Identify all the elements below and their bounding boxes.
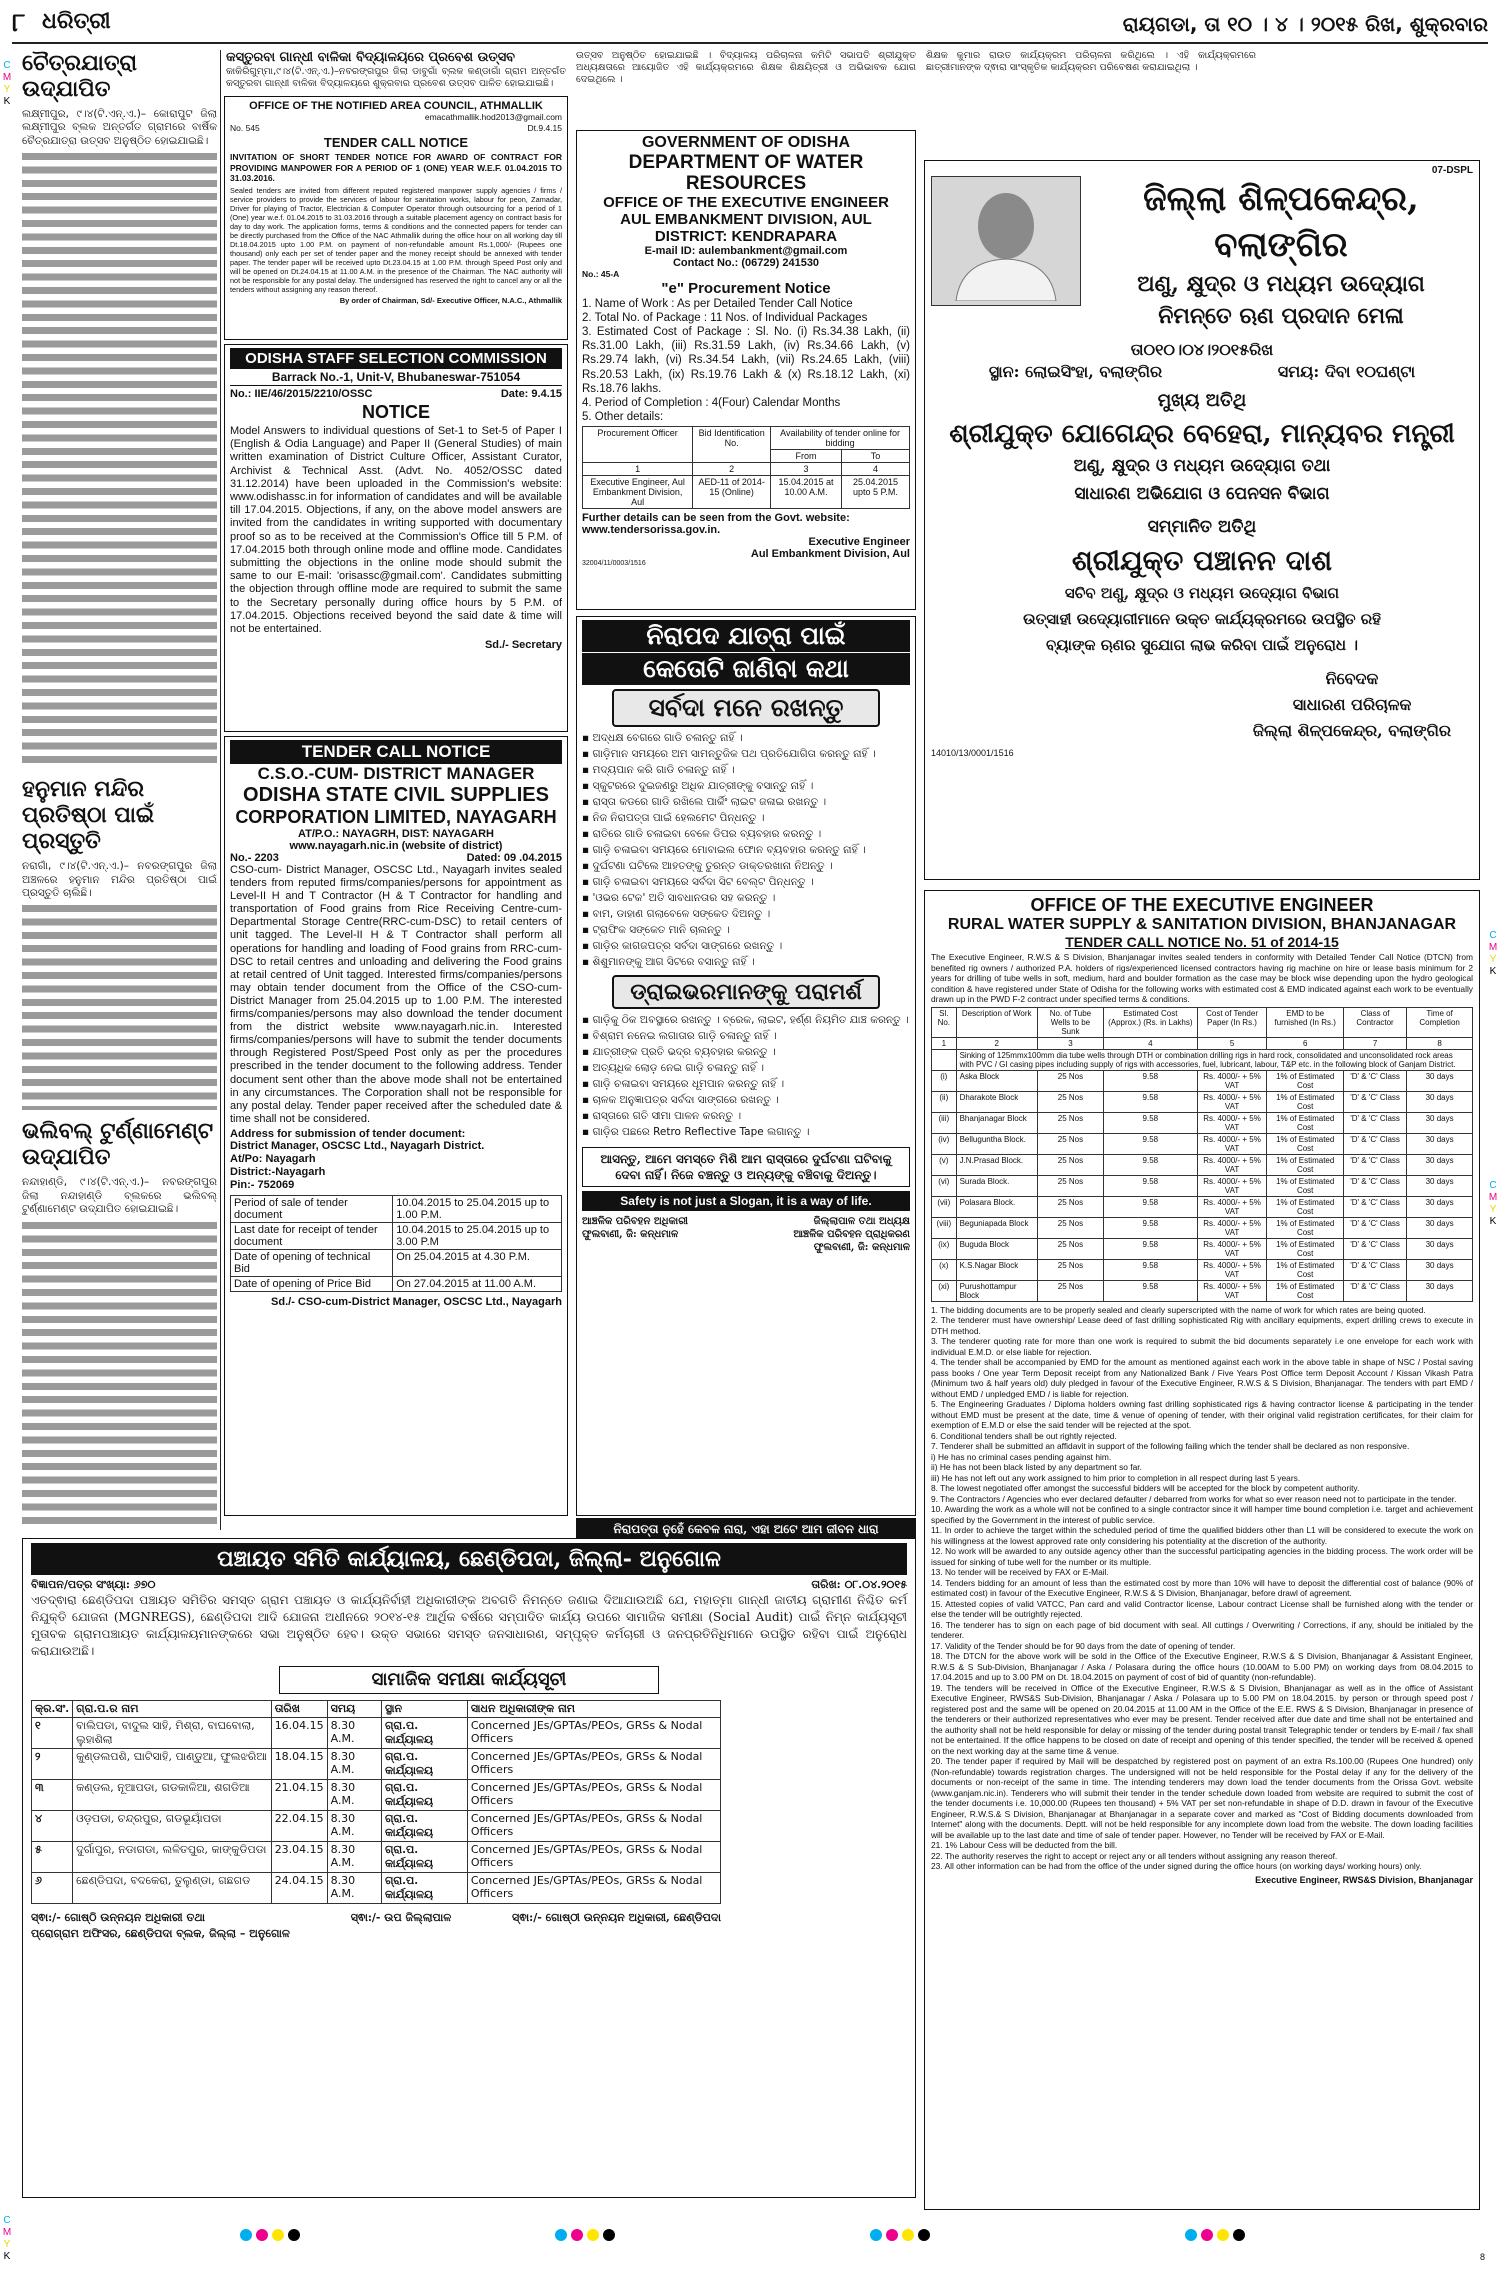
top-story-continued-2: ଶିକ୍ଷକ କୁମାର ରାଉତ କାର୍ଯ୍ୟକ୍ରମ ପରିଚାଳନା କରିଥିଲେ । ଏହି କାର୍ଯ୍ୟକ୍ରମରେ ଛାତ୍ରୀମାନଙ୍କ ଦ୍ଵାରା ସାଂସ୍କୃତିକ କାର୍ଯ୍ୟକ୍ରମ ପରିବେଷଣ କରାଯାଇଥିଲା । [926,50,1256,73]
dic-guest-post: ସଚିବ ଅଣୁ, କ୍ଷୁଦ୍ର ଓ ମଧ୍ୟମ ଉଦ୍ୟୋଗ ବିଭାଗ [1064,584,1340,602]
dic-sign-3: ଜିଲ୍ଲା ଶିଳ୍ପକେନ୍ଦ୍ର, ବଲାଙ୍ଗିର [1252,721,1452,740]
top-story [226,50,566,94]
dowr-number: No.: 45-A [582,269,620,279]
rws-table-row: (v) J.N.Prasad Block. 25 Nos 9.58 Rs. 4000/- + 5% VAT 1% of Estimated Cost 'D' & 'C' Class 30 days [932,1154,1473,1175]
rws-conditions [931,1305,1473,1872]
top-story-headline: କସ୍ତୁରବା ଗାନ୍ଧୀ ବାଳିକା ବିଦ୍ୟାଳୟରେ ପ୍ରବେଶ ଉତ୍ସବ [226,50,516,65]
dic-title: ଜିଲ୍ଲା ଶିଳ୍ପକେନ୍ଦ୍ର, ବଲାଙ୍ଗିର [1143,179,1419,265]
dic-guest-label: ସମ୍ମାନିତ ଅତିଥି [1147,517,1257,537]
dowr-email: E-mail ID: aulembankment@gmail.com [644,245,848,257]
nac-signature: By order of Chairman, Sd/- Executive Officer, N.A.C., Athmallik [339,295,562,305]
nac-heading: TENDER CALL NOTICE [323,135,469,150]
rws-condition: 11. In order to achieve the target within the scheduled period of time the qualified bidders other than L1 will be considered to execute the work on his willingness at the lowest approved rate only considering his potentiality at the discretion of the authority. [931,1525,1473,1546]
dowr-district: DISTRICT: KENDRAPARA [654,228,838,245]
rws-condition: 7. Tenderer shall be submitted an affidavit in support of the following failing which the tender shall be declared as non responsive. [931,1441,1410,1452]
safety-signatures: ଆଞ୍ଚଳିକ ପରିବହନ ଅଧିକାରୀ ଫୁଲବାଣୀ, ଜି: କନ୍ଧମାଳ ଜିଲ୍ଲାପାଳ ତଥା ଅଧ୍ୟକ୍ଷ ଆଞ୍ଚଳିକ ପରିବହନ ପ୍ରାଧିକରଣ ଫୁଲବାଣୀ, ଜି: କନ୍ଧମାଳ [582,1216,910,1253]
dic-sub-2: ନିମନ୍ତେ ଋଣ ପ୍ରଦାନ ମେଳା [1158,303,1404,329]
story-1-body [22,148,217,768]
rws-table-row: (xi) Purushottampur Block 25 Nos 9.58 Rs. 4000/- + 5% VAT 1% of Estimated Cost 'D' & 'C' Class 30 days [932,1280,1473,1301]
social-audit-table [31,1700,721,1904]
page-header [12,6,1488,44]
rws-condition: 23. All other information can be had from the office of the under signed during the office hours (on working days/ working hours) only. [931,1861,1422,1872]
rws-division: RURAL WATER SUPPLY & SANITATION DIVISION, BHANJANAGAR [947,916,1457,933]
rws-condition: 19. The tenders will be received in Office of the Executive Engineer, R.W.S & S Division, Bhanjanagar as well as in the office of Assistant Executive Engineer, RWS&S Sub-Division, Bhanjanagar / Aska / Polasara up to 5.00 PM on 18.04.2015. by person or through speed post / registered post and the same will be opened on 20.04.2015 at 11.00 AM in the Office of the E.E. RWS & S Division, Bhanjanagar in presence of the tenderers or their authorized representatives who ever may be present. Tender received after due date and time shall not be entertained and the authority shall not be held responsible for delay or missing of the tender during postal transit Telegraphic tender or tenders by E-mail / fax shall not be entertained. If the office happens to be closed on date of receipt and opening of this tender specified, the tender will be received & opened on the next working day at the same time & venue. [931,1682,1473,1756]
oscsc-address: AT/P.O.: NAYAGRH, DIST: NAYAGARH [297,828,494,840]
ossc-notice [224,344,568,732]
dic-code: 14010/13/0001/1516 [931,748,1014,758]
rws-intro: The Executive Engineer, R.W.S & S Division, Bhanjanagar invites sealed tenders in conformity with Detailed Tender Call Notice (DTCN) from benefited rig owners / authorized P.A. holders of rigs/experienced licensed contractors having rig machine on hire or lease basis minimum for 2 years for drilling of tube wells in soft, medium, hard and boulder formation as the case may be block wise depending upon the hydro geological condition & have registered under State of Odisha for the following works with estimated cost & EMD indicated against each work to be eventually drawn up in the PWD F-2 contract under specified terms & conditions. [931,952,1473,1005]
rws-heading: TENDER CALL NOTICE No. 51 of 2014-15 [1065,934,1339,950]
dic-chief-dept-2: ସାଧାରଣ ଅଭିଯୋଗ ଓ ପେନସନ ବିଭାଗ [1074,484,1330,504]
safety-list-2: ▪ ଗାଡ଼ିକୁ ଠିକ ଅବସ୍ଥାରେ ରଖନ୍ତୁ । ବ୍ରେକ, ଲାଇଟ, ହର୍ଣ୍ଣ ନିୟମିତ ଯାଞ୍ଚ କରନ୍ତୁ । ▪ ବିଶ୍ରାମ ନନେଇ ଲଗାତାର ଗାଡ଼ି ଚଳାନ୍ତୁ ନାହିଁ । ▪ ଯାତ୍ରୀଙ୍କ ପ୍ରତି ଭଦ୍ର ବ୍ୟବହାର କରନ୍ତୁ । ▪ ଅତ୍ୟଧିକ ଲୋଡ଼ ନେଇ ଗାଡ଼ି ଚଳାନ୍ତୁ ନାହିଁ । ▪ ଗାଡ଼ି ଚଳାଇବା ସମୟରେ ଧୂମପାନ କରନ୍ତୁ ନାହିଁ । ▪ ଚାଳକ ଅନୁଜ୍ଞାପତ୍ର ସର୍ବଦା ସାଙ୍ଗରେ ରଖନ୍ତୁ । ▪ ରାସ୍ତାରେ ଗତି ସୀମା ପାଳନ କରନ୍ତୁ । ▪ ଗାଡ଼ିର ପଛରେ Retro Reflective Tape ଲଗାନ୍ତୁ । [582,1013,910,1141]
panchayat-title: ପଞ୍ଚାୟତ ସମିତି କାର୍ଯ୍ୟାଳୟ, ଛେଣ୍ଡିପଦା, ଜିଲ୍ଲା- ଅନୁଗୋଳ [31,1543,907,1575]
oscsc-body: CSO-cum- District Manager, OSCSC Ltd., Nayagarh invites sealed tenders from reputed firms/companies/persons for appointment as Level-II H and T Contractor (H & T Contractor for handling and transportation of Food grains from Rice Receiving Centre-cum-Departmental Storage Centre(RRC-cum-DSC) to retail centers of unit tagged. The Level-II H & T Contractor shall perform all operations for handling and loading of Food grains from RRC-cum-DSC to retail centres and unloading and delivering the Food grains at retail centred of Unit tagged. Interested firms/companies/persons may obtain tender document from the Office of the CSO-cum- District Manager from 25.04.2015 up to 1.00 P.M. The interested firms/companies/persons may also download the tender document from the district website www.nayagarh.nic.in. Interested firms/companies/persons will have to submit the tender documents through Registered Post/Speed Post only as per the procedures prescribed in the tender document to the following address. Tender document sent other than the above mode shall not be entertained in any circumstances. The Corporation shall not be responsible for any postal delay. Tender paper received after the scheduled date & time shall not be considered. [230,864,562,1125]
dowr-sign-2: Aul Embankment Division, Aul [750,548,910,561]
dic-sub-1: ଅଣୁ, କ୍ଷୁଦ୍ର ଓ ମଧ୍ୟମ ଉଦ୍ୟୋଗ [1137,271,1425,297]
ossc-title: ODISHA STAFF SELECTION COMMISSION [230,348,562,369]
dowr-heading: "e" Procurement Notice [661,279,831,297]
oscsc-signature: Sd./- CSO-cum-District Manager, OSCSC Ltd., Nayagarh [271,1295,562,1308]
ossc-date: Date: 9.4.15 [500,388,562,400]
safety-slogan-english: Safety is not just a Slogan, it is a way of life. [582,1191,910,1211]
rws-condition: 4. The tender shall be accompanied by EMD for the amount as mentioned against each work in the above table in shape of NSC / Postal saving pass books / One year Term Deposit receipt from any Nationalized Bank / Five Years Post Office term Deposit Account / Kissan Vikash Patra (Minimum two & half years old) duly pledged in favour of the Executive Engineer, R.W.S & S Division, Bhanjanagar. The tenders with part EMD / without EMD / unpledged EMD / is liable for rejection. [931,1357,1473,1399]
rws-condition: i) He has no criminal cases pending against him. [931,1451,1112,1462]
dic-sign-1: ନିବେଦକ [1325,669,1379,688]
rws-signature: Executive Engineer, RWS&S Division, Bhanjanagar [1255,1874,1473,1885]
story-2-lead: ନରାଗାଁ, ୯।୪(ଟି.ଏନ୍.ଏ.)– ନବରଙ୍ଗପୁର ଜିଲା ଅଞ୍ଚଳରେ ହନୁମାନ ମନ୍ଦିର ପ୍ରତିଷ୍ଠା ପାଇଁ ପ୍ରସ୍ତୁତି ଚାଲିଛି। [22,860,217,900]
paper-logo: ଧରିତ୍ରୀ [42,8,111,34]
rws-condition: 6. Conditional tenders shall be out rightly rejected. [931,1430,1117,1441]
oscsc-number: No.- 2203 [230,852,279,864]
social-audit-row: ୩ କଣ୍ଡଲ, ନୂଆପଡା, ଗଡକାଳିଆ, ଶଗଡିଆ 21.04.15 8.30 A.M. ଗ୍ରା.ପ. କାର୍ଯ୍ୟାଳୟ Concerned JEs/GPTAs/PEOs, GRSs & Nodal Officers [32,1780,721,1811]
oscsc-schedule-table: Period of sale of tender document 10.04.2015 to 25.04.2015 up to 1.00 P.M. Last date for receipt of tender document 10.04.2015 to 25.04.2015 up to 3.00 P.M Date of opening of technical Bid On 25.04.2015 at 4.30 P.M. Date of opening of Price Bid On 27.04.2015 at 11.00 A.M. [230,1195,562,1292]
social-audit-row: ୬ ଛେଣ୍ଡିପଦା, ବଦକେରା, ତୁଲୁଣ୍ଡା, ଗଛଗଡ 24.04.15 8.30 A.M. ଗ୍ରା.ପ. କାର୍ଯ୍ୟାଳୟ Concerned JEs/GPTAs/PEOs, GRSs & Nodal Officers [32,1873,721,1904]
rws-condition: 2. The tenderer must have ownership/ Lease deed of fast drilling sophisticated Rig with ancillary equipments, expert drilling crews to execute in DTH method. [931,1315,1473,1336]
rws-condition: 22. The authority reserves the right to accept or reject any or all tenders without assigning any reason thereof. [931,1850,1338,1861]
oscsc-website: www.nayagarh.nic.in (website of district) [289,840,503,852]
rws-table-row: (iv) Belluguntha Block. 25 Nos 9.58 Rs. 4000/- + 5% VAT 1% of Estimated Cost 'D' & 'C' Class 30 days [932,1133,1473,1154]
dic-loan-mela-notice [924,160,1480,880]
dic-guest-name: ଶ୍ରୀଯୁକ୍ତ ପଞ୍ଚାନନ ଦାଶ [1071,544,1333,577]
social-audit-row: ୪ ଓଡ଼ପଡା, ଚନ୍ଦ୍ରପୁର, ଗଡଭୂୟାଁପଡା 22.04.15 8.30 A.M. ଗ୍ରା.ପ. କାର୍ଯ୍ୟାଳୟ Concerned JEs/GPTAs/PEOs, GRSs & Nodal Officers [32,1811,721,1842]
panchayat-signatures: ସ୍ଵା:/- ଗୋଷ୍ଠି ଉନ୍ନୟନ ଅଧିକାରୀ ତଥା ପ୍ରୋଗ୍ରାମ ଅଫିସର, ଛେଣ୍ଡିପଦା ବ୍ଲକ, ଜିଲ୍ଲା – ଅନୁଗୋଳ ସ୍ଵା:/- ଉପ ଜିଲ୍ଲାପାଳ ସ୍ଵା:/- ଗୋଷ୍ଠୀ ଉନ୍ନୟନ ଅଧିକାରୀ, ଛେଣ୍ଡିପଦା [31,1911,721,1940]
dic-venue: ସ୍ଥାନ: ଲୋଇସିଂହା, ବଲାଙ୍ଗିର [988,362,1163,381]
panchayat-date: ତାରିଖ: ୦୮.୦୪.୨୦୧୫ [811,1578,907,1591]
rws-table-row: (ix) Buguda Block 25 Nos 9.58 Rs. 4000/- + 5% VAT 1% of Estimated Cost 'D' & 'C' Class 30 days [932,1238,1473,1259]
social-audit-header: କ୍ର.ସଂ. ଗ୍ରା.ପ.ର ନାମ ତାରିଖ ସମୟ ସ୍ଥାନ ସାଧନ ଅଧିକାରୀଙ୍କ ନାମ [32,1701,721,1718]
rws-condition: 8. The lowest negotiated offer amongst the successful bidders will be accepted for the block by competent authority. [931,1483,1360,1494]
rws-condition: 18. The DTCN for the above work will be sold in the Office of the Executive Engineer, R.W.S & S Division, Bhanjanagar & Assistant Engineer, R.W.S & S Sub-Division, Bhanjanagar / Aska / Polasara during the office hours (10.00AM to 5.00 PM) on working days from 08.04.2015 to 17.04.2015 and up to 3.00 PM on Dt. 18.04.2015 on payment of cost of bid of quantity (non-refundable). [931,1651,1473,1683]
minister-photo-icon [951,181,1061,301]
oscsc-address-lines: District Manager, OSCSC Ltd., Nayagarh District. At/Po: Nayagarh District:-Nayagarh Pin:- 752069 [230,1139,485,1191]
road-safety-notice [576,616,916,1516]
rws-condition: 16. The tenderer has to sign on each page of bid document with seal. All cuttings / Overwriting / Corrections, if any, should be initialed by the tenderer. [931,1619,1473,1641]
safety-slogan-odia: ଆସନ୍ତୁ, ଆମେ ସମସ୍ତେ ମିଶି ଆମ ରାସ୍ତାରେ ଦୁର୍ଘଟଣା ଘଟିବାକୁ ଦେବା ନାହିଁ। ନିଜେ ବଞ୍ଚନ୍ତୁ ଓ ଅନ୍ୟଙ୍କୁ ବଞ୍ଚିବାକୁ ଦିଅନ୍ତୁ। [582,1147,910,1187]
dowr-gov: GOVERNMENT OF ODISHA [641,134,850,151]
rws-condition: 15. Attested copies of valid VATCC, Pan card and valid Contractor license, Labour contract License shall be furnished along with the tender or else the tender will be outrightly rejected. [931,1598,1473,1620]
rws-table-row: (ii) Dharakote Block 25 Nos 9.58 Rs. 4000/- + 5% VAT 1% of Estimated Cost 'D' & 'C' Class 30 days [932,1091,1473,1112]
panchayat-body: ଏତଦ୍ଵାରା ଛେଣ୍ଡିପଦା ପଞ୍ଚାୟତ ସମିତିର ସମସ୍ତ ଗ୍ରାମ ପଞ୍ଚାୟତ ଓ କାର୍ଯ୍ୟନିର୍ବାହୀ ଅଧିକାରୀଙ୍କ ଅବଗତି ନିମନ୍ତେ ଜଣାଇ ଦିଆଯାଉଅଛି ଯେ, ମହାତ୍ମା ଗାନ୍ଧୀ ଜାତୀୟ ଗ୍ରାମୀଣ ନିଶ୍ଚିତ କର୍ମ ନିଯୁକ୍ତି ଯୋଜନା (MGNREGS), ଛେଣ୍ଡିପଦା ଆଦି ଯୋଜନା ଅଧୀନରେ ୨୦୧୪-୧୫ ଆର୍ଥିକ ବର୍ଷରେ ସମ୍ପାଦିତ କାର୍ଯ୍ୟ ଉପରେ ସାମାଜିକ ସମୀକ୍ଷା (Social Audit) ପାଇଁ ନିମ୍ନ କାର୍ଯ୍ୟସୂଚୀ ମୁତାବକ ଗ୍ରାମପଞ୍ଚାୟତ କାର୍ଯ୍ୟାଳୟମାନଙ୍କରେ ସଭା ଅନୁଷ୍ଠିତ ହେବ। ଉକ୍ତ ସଭାରେ ସମସ୍ତ ଜନସାଧାରଣ, ସମ୍ପୃକ୍ତ କର୍ମଚାରୀ ଓ ଜନପ୍ରତିନିଧିମାନେ ଉପସ୍ଥିତ ରହିବା ପାଇଁ ଅନୁରୋଧ କରାଯାଉଅଛି। [31,1593,907,1658]
dowr-division: AUL EMBANKMENT DIVISION, AUL [620,211,872,228]
column-1 [22,50,217,1530]
story-3-headline: ଭଲିବଲ୍ ଟୁର୍ଣ୍ଣାମେଣ୍ଟ ଉଦ୍ଯାପିତ [22,1118,214,1171]
rws-condition: 3. The tenderer quoting rate for more than one work is required to submit the bid documents separately i.e one envelope for each work with individual E.M.D. or else liable for rejection. [931,1336,1473,1357]
rws-tender-notice [924,890,1480,2210]
rws-condition: iii) He has not left out any work assigned to him prior to completion in all respect during last 5 years. [931,1472,1301,1483]
nac-email: emacathmallik.hod2013@gmail.com [424,112,562,122]
nac-number: No. 545 [230,122,260,133]
dic-chief-label: ମୁଖ୍ୟ ଅତିଥି [1157,390,1247,411]
print-color-bar [120,2220,1380,2250]
dowr-details-table: Procurement Officer Bid Identification No. Availability of tender online for bidding From To 1 2 3 4 Executive Engineer, Aul Embankment Division, Aul AED-11 of 2014-15 (Online) 15.04.2015 at 10.00 A.M. 25.04.2015 upto 5 P.M. [582,426,910,509]
rws-condition: ii) He has not been black listed by any department so far. [931,1462,1142,1473]
rws-table-row: (i) Aska Block 25 Nos 9.58 Rs. 4000/- + 5% VAT 1% of Estimated Cost 'D' & 'C' Class 30 days [932,1070,1473,1091]
dowr-procurement-notice [576,130,916,610]
color-dots-icon [553,2227,633,2243]
rws-table-row: (x) K.S.Nagar Block 25 Nos 9.58 Rs. 4000/- + 5% VAT 1% of Estimated Cost 'D' & 'C' Class 30 days [932,1259,1473,1280]
story-3-body [22,1217,217,1530]
oscsc-title-3: CORPORATION LIMITED, NAYAGARH [235,807,557,827]
dowr-code: 32004/11/0003/1516 [582,560,646,568]
dowr-office: OFFICE OF THE EXECUTIVE ENGINEER [603,194,889,211]
panchayat-number: ବିଜ୍ଞାପନ/ପତ୍ର ସଂଖ୍ୟା: ୬୭୦ [31,1578,156,1591]
rws-condition: 17. Validity of the Tender should be for 90 days from the date of opening of tender. [931,1640,1236,1651]
nac-tender-notice [224,96,568,340]
color-dots-icon [238,2227,318,2243]
rws-table-row: (vi) Surada Block. 25 Nos 9.58 Rs. 4000/- + 5% VAT 1% of Estimated Cost 'D' & 'C' Class 30 days [932,1175,1473,1196]
rws-condition: 20. The tender paper if required by Mail will be despatched by registered post on payment of an extra Rs.100.00 (Rupees One hundred) only (Non-refundable) towards registration charges. The undersigned will not be held responsible for the Postal delay if any for the delivery of the documents or non-receipt of the same in time. The intending tenderers may down load the tender documents from the Orissa Govt. website (www.ganjam.nic.in). Tenderers who will submit their tender in the tender schedule down loaded from website are required to submit the cost of the tender documents i.e. 10,000.00 (Rupees ten thousand) + 5% VAT per set non-refundable in shape of D.D. drawn in favour of the Executive Engineer, R.W.S.& S Division, Bhanjanagar at Bhanjanagar in a separate cover and marked as "Cost of Bidding documents downloaded from Internet" along with the documents. Deptt. will not be held responsible for any incomplete down load from the website. The down loading facilities will be available up to the last date and time of sale of tender paper. However, no Tender will be received by FAX or E-Mail. [931,1756,1473,1840]
rws-table-row: (viii) Beguniapada Block 25 Nos 9.58 Rs. 4000/- + 5% VAT 1% of Estimated Cost 'D' & 'C' Class 30 days [932,1217,1473,1238]
registration-marks-left: C M Y K [2,60,12,107]
rws-condition: 1. The bidding documents are to be properly sealed and clearly superscripted with the name of work for which rates are being quoted. [931,1304,1426,1315]
social-audit-row: ୧ ବାଲିପଡା, ବାଦୁଲ ସାହି, ମିଶ୍ରା, ବାଘବୋଲା, ଲୁହାଶିଲା 16.04.15 8.30 A.M. ଗ୍ରା.ପ. କାର୍ଯ୍ୟାଳୟ Concerned JEs/GPTAs/PEOs, GRSs & Nodal Officers [32,1718,721,1749]
oscsc-date: Dated: 09 .04.2015 [466,852,562,864]
story-3-lead: ନନ୍ଦାହାଣ୍ଡି, ୯।୪(ଟି.ଏନ୍.ଏ.)– ନବରଙ୍ଗପୁର ଜିଲା ନନ୍ଦାହାଣ୍ଡି ବ୍ଲକରେ ଭଲିବଲ୍ ଟୁର୍ଣ୍ଣାମେଣ୍ଟ ଉଦ୍ଯାପିତ ହୋଇଯାଇଛି। [22,1176,217,1216]
story-1-lead: ଲକ୍ଷ୍ମୀପୁର, ୯।୪(ଟି.ଏନ୍.ଏ.)– କୋରାପୁଟ ଜିଲା ଲକ୍ଷ୍ମୀପୁର ବ୍ଲକ ଅନ୍ତର୍ଗତ ଗ୍ରାମରେ ବାର୍ଷିକ ଚୈତ୍ରଯାତ୍ରା ଉତ୍ସବ ଅନୁଷ୍ଠିତ ହୋଇଯାଇଛି। [22,108,217,147]
dic-chief-name: ଶ୍ରୀଯୁକ୍ତ ଯୋଗେନ୍ଦ୍ର ବେହେରା, ମାନ୍ୟବର ମନ୍ତ୍ରୀ [949,419,1455,449]
ossc-body: Model Answers to individual questions of Set-1 to Set-5 of Paper I (English & Odia Language) and Paper II (General Studies) of main written examination of District Culture Officer, Assistant Curator, Archivist & Technical Asst. (Advt. No. 4052/OSSC dated 31.12.2014) have been uploaded in the Commission's website: www.odishassc.in for information of candidates and will be available till 17.04.2015. Objections, if any, on the above model answers are invited from the candidates in writing supported with documentary proof so as to be received at the Commission's Office till 5 P.M. of 17.04.2015 both through online mode and offline mode. Candidates submitting the objections in the online mode should submit the same to our E-mail: 'orisassc@gmail.com'. Candidates submitting the objection through offline mode are required to submit the same to the Secretary personally during office hours by 5 P.M. of 17.04.2015. Objections received beyond the said date & time will not be entertained. [230,425,562,636]
safety-list-1: ▪ ଅଦ୍ଧକ୍ଷ ବେଗରେ ଗାଡି ଚଳାନ୍ତୁ ନାହିଁ । ▪ ଗାଡ଼ିମାନ ସମୟରେ ଅମ ସାମନ୍ତୁଜିକ ପଥ ପ୍ରତିଯୋଗିତା କରନ୍ତୁ ନାହିଁ । ▪ ମଦ୍ୟପାନ କରି ଗାଡି ଚଳାନ୍ତୁ ନାହିଁ । ▪ ସ୍କୁଟରରେ ଦୁଇଜଣରୁ ଅଧିକ ଯାତ୍ରୀଙ୍କୁ ବସାନ୍ତୁ ନାହିଁ । ▪ ରାସ୍ତା କଡରେ ଗାଡି ରଖିଲେ ପାର୍କିଂ ଲାଇଟ ଜଳାଇ ରଖନ୍ତୁ । ▪ ନିଜ ନିରାପତ୍ତା ପାଇଁ ହେଲମେଟ ପିନ୍ଧନ୍ତୁ । ▪ ରାତିରେ ଗାଡି ଚଳାଇବା ବେଳେ ଡିପର ବ୍ୟବହାର କରନ୍ତୁ । ▪ ଗାଡ଼ି ଚଳାଇବା ସମୟରେ ମୋବାଇଲ ଫୋନ ବ୍ୟବହାର କରନ୍ତୁ ନାହିଁ । ▪ ଦୁର୍ଘଟଣା ଘଟିଲେ ଆହତଙ୍କୁ ତୁରନ୍ତ ଡାକ୍ତରଖାନା ନିଅନ୍ତୁ । ▪ ଗାଡ଼ି ଚଳାଇବା ସମୟରେ ସର୍ବଦା ସିଟ ବେଲ୍ଟ ପିନ୍ଧନ୍ତୁ । ▪ 'ଓଭର ଟେକ' ଅତି ସାବଧାନତାର ସହ କରନ୍ତୁ । ▪ ବାମ, ଡାହାଣ ଗଲାବେଳେ ସଙ୍କେତ ଦିଅନ୍ତୁ । ▪ ଟ୍ରାଫିକ ସଙ୍କେତ ମାନି ଚାଲନ୍ତୁ । ▪ ଗାଡ଼ିର କାଗଜପତ୍ର ସର୍ବଦା ସାଙ୍ଗରେ ରଖନ୍ତୁ । ▪ ଶିଶୁମାନଙ୍କୁ ଆଗ ସିଟରେ ବସାନ୍ତୁ ନାହିଁ । [582,731,910,971]
rws-condition: 13. No tender will be received by FAX or E-Mail. [931,1567,1109,1578]
rws-table-header: Sl. No. Description of Work No. of Tube Wells to be Sunk Estimated Cost (Approx.) (Rs. in Lakhs) Cost of Tender Paper (In Rs.) EMD to be furnished (In Rs.) Class of Contractor Time of Completion [932,1007,1473,1037]
story-2-headline: ହନୁମାନ ମନ୍ଦିର ପ୍ରତିଷ୍ଠା ପାଇଁ ପ୍ରସ୍ତୁତି [22,776,155,855]
safety-bottom-banner: ନିରାପତ୍ତା ନୁହେଁ କେବଳ ନାରା, ଏହା ଅଟେ ଆମ ଜୀବନ ଧାରା [576,1518,916,1540]
rws-table-row: (vii) Polasara Block. 25 Nos 9.58 Rs. 4000/- + 5% VAT 1% of Estimated Cost 'D' & 'C' Class 30 days [932,1196,1473,1217]
color-dots-icon [1183,2227,1263,2243]
ossc-address: Barrack No.-1, Unit-V, Bhubaneswar-751054 [230,369,562,386]
ossc-heading: NOTICE [361,402,430,422]
rws-condition: 9. The Contractors / Agencies who ever declared defaulter / debarred from works for what so ever reason need not to participate in the tender. [931,1493,1457,1504]
oscsc-title-2: ODISHA STATE CIVIL SUPPLIES [243,784,549,806]
registration-marks-right: C M Y K [1488,930,1498,977]
dowr-footer: Further details can be seen from the Govt. website: www.tendersorissa.gov.in. [582,512,850,537]
safety-head-2: କେତୋଟି ଜାଣିବା କଥା [582,652,910,685]
oscsc-tender-notice [224,736,568,1516]
ossc-signature: Sd./- Secretary [484,639,562,652]
dateline: ରାୟଗଡା, ତା ୧୦ । ୪ । ୨୦୧୫ ରିଖ, ଶୁକ୍ରବାର [1122,12,1488,36]
nac-date: Dt.9.4.15 [527,122,562,133]
nac-body: Sealed tenders are invited from different reputed registered manpower supply agencies / firms / service providers to provide the services of labour for sanitation works, labour for peon, Zamadar, Driver for playing of Tractor, Electrician & Computer Operator through outsourcing for a period of 1 (One) year w.e.f. 01.04.2015 to 31.03.2016 through a suitable placement agency on contract basis for day to day work. The application forms, terms & conditions and the connected papers for tender can be directly purchased from the Office of the NAC Athmallik during the office hour on all working day till Dt.18.04.2015 upto 1.00 P.M. on payment of non-refundable amount Rs.1,000/- (Rupees one thousand) only each per set of tender paper and the money receipt should be annexed with tender paper. The tender paper will be received upto Dt.23.04.15 at 1.00 P.M. through Speed Post only and will be opened on Dt.24.04.15 at 11.00 A.M. in the presence of the Chairman. The NAC authority will not be responsible for any postal delay. The undersigned has reserved the right to cancel any or all the tenders without assigning any reason thereof. [230,185,562,294]
rws-condition: 12. No work will be awarded to any outside agency other than the successful participating agencies in the bidding process. The work order will be issued for sinking of tube well for the number or its multiple. [931,1546,1473,1567]
rws-condition: 21. 1% Labour Cess will be deducted from the bill. [931,1840,1118,1851]
rws-table-row: (iii) Bhanjanagar Block 25 Nos 9.58 Rs. 4000/- + 5% VAT 1% of Estimated Cost 'D' & 'C' Class 30 days [932,1112,1473,1133]
rws-condition: 5. The Engineering Graduates / Diploma holders owning fast drilling sophisticated rigs & having contractor license & participating in the tender without EMD must be present at the date, time & venue of opening of tender, with their original valid registration certificates, for their claim for exemption of E.M.D or else the said tender will be rejected at the spot. [931,1399,1473,1431]
oscsc-banner: TENDER CALL NOTICE [230,740,562,764]
safety-head-4: ଡ୍ରାଇଭରମାନଙ୍କୁ ପରାମର୍ଶ [612,975,880,1009]
story-2-body [22,900,217,1110]
top-story-lead: କାକିରିଗୁମ୍ମା,୯।୪(ଟି.ଏନ୍.ଏ.)–ନବରଙ୍ଗପୁର ଜିଲା ଡାବୁଗାଁ ବ୍ଲକ କଣ୍ଡାଗାଁ ଗ୍ରାମ ଅନ୍ତର୍ଗତ କସ୍ତୁରବା ଗାନ୍ଧୀ ବାଳିକା ବିଦ୍ୟାଳୟରେ ଶୁକ୍ରବାର ପ୍ରବେଶ ଉତ୍ସବ ପାଳିତ ହୋଇଯାଇଛି। [226,66,566,89]
social-audit-row: ୫ ଦୁର୍ଗାପୁର, ନଡାଗଡା, ଲଳିତପୁର, କାଙ୍କୁଡିପଡା 23.04.15 8.30 A.M. ଗ୍ରା.ପ. କାର୍ଯ୍ୟାଳୟ Concerned JEs/GPTAs/PEOs, GRSs & Nodal Officers [32,1842,721,1873]
story-1-headline: ଚୈତ୍ରଯାତ୍ରା ଉଦ୍ଯାପିତ [22,50,137,102]
registration-marks-left-bottom: C M Y K [2,2215,12,2262]
oscsc-title-1: C.S.O.-CUM- DISTRICT MANAGER [257,764,535,783]
page-number: ୮ [12,8,26,38]
dic-appeal-1: ଉତ୍ସାହୀ ଉଦ୍ୟୋଗୀମାନେ ଉକ୍ତ କାର୍ଯ୍ୟକ୍ରମରେ ଉପସ୍ଥିତ ରହି [1023,610,1381,628]
dic-date: ତା୦୧୦।୦୪।୨୦୧୫ରିଖ [1130,340,1274,359]
safety-head-1: ନିରାପଦ ଯାତ୍ରା ପାଇଁ [582,620,910,652]
rws-condition: 10. Awarding the work as a whole will not be confined to a single contractor since it will hamper time bound completion i.e. target and achievement specified by the Government in the interest of public service. [931,1504,1473,1525]
registration-marks-right-2: C M Y K [1488,1180,1498,1227]
dowr-sign-1: Executive Engineer [808,536,910,549]
dic-appeal-2: ବ୍ୟାଙ୍କ ଋଣର ସୁଯୋଗ ଲାଭ କରିବା ପାଇଁ ଅନୁରୋଧ । [1045,636,1359,654]
minister-photo [931,176,1081,306]
social-audit-row: ୨ କୁଣ୍ଡଲପଶି, ଘାଟିସାହି, ପାଣ୍ଡୁଆ, ଫୁଲଝରିଆ 18.04.15 8.30 A.M. ଗ୍ରା.ପ. କାର୍ଯ୍ୟାଳୟ Concerned JEs/GPTAs/PEOs, GRSs & Nodal Officers [32,1749,721,1780]
dic-chief-dept-1: ଅଣୁ, କ୍ଷୁଦ୍ର ଓ ମଧ୍ୟମ ଉଦ୍ୟୋଗ ତଥା [1073,456,1331,476]
nac-title: OFFICE OF THE NOTIFIED AREA COUNCIL, ATHMALLIK [249,100,543,112]
ossc-number: No.: IIE/46/2015/2210/OSSC [230,388,373,400]
nac-subhead: INVITATION OF SHORT TENDER NOTICE FOR AWARD OF CONTRACT FOR PROVIDING MANPOWER FOR A PERIOD OF 1 (ONE) YEAR W.E.F. 01.04.2015 TO 31.03.2016. [230,152,562,183]
dic-sign-2: ସାଧାରଣ ପରିଚାଳକ [1292,695,1412,714]
rws-office: OFFICE OF THE EXECUTIVE ENGINEER [1030,895,1374,915]
top-story-continued: ଉତ୍ସବ ଅନୁଷ୍ଠିତ ହୋଇଯାଇଛି । ବିଦ୍ୟାଳୟ ପରିଚାଳନା କମିଟି ସଭାପତି ଶ୍ରୀଯୁକ୍ତ ଅଧ୍ୟକ୍ଷତାରେ ଆୟୋଜିତ ଏହି କାର୍ଯ୍ୟକ୍ରମରେ ଶିକ୍ଷକ ଶିକ୍ଷୟିତ୍ରୀ ଓ ଅଭିଭାବକ ଯୋଗ ଦେଇଥିଲେ । [576,50,916,85]
rws-condition: 14. Tenders bidding for an amount of less than the estimated cost by more than 10% will have to deposit the differential cost of balance (90% of estimated cost) in favour of the Executive Engineer, R.W.S & S Division, Bhanjanagar, before drawl of agreement. [931,1577,1473,1599]
panchayat-table-title: ସାମାଜିକ ସମୀକ୍ଷା କାର୍ଯ୍ୟସୂଚୀ [279,1666,659,1694]
panchayat-social-audit-notice [22,1538,916,2198]
column-rule-1 [220,50,221,1530]
color-dots-icon [868,2227,948,2243]
dic-time: ସମୟ: ଦିବା ୧୦ଘଣ୍ଟା [1277,362,1416,381]
footer-page-number: 8 [1480,2252,1486,2262]
dowr-contact: Contact No.: (06729) 241530 [672,257,820,269]
oscsc-address-head: Address for submission of tender document: [230,1127,466,1140]
dowr-items: 1. Name of Work : As per Detailed Tender Call Notice 2. Total No. of Package : 11 Nos. of Individual Packages 3. Estimated Cost of Package : Sl. No. (i) Rs.34.38 Lakh, (ii) Rs.31.00 Lakh, (iii) Rs.31.59 Lakh, (iv) Rs.34.66 Lakh, (v) Rs.29.74 lakh, (vi) Rs.34.54 Lakh, (vii) Rs.24.65 Lakh, (viii) Rs.20.53 Lakh, (ix) Rs.19.76 Lakh & (x) Rs.18.12 Lakh, (xi) Rs.18.76 lakhs. 4. Period of Completion : 4(Four) Calendar Months 5. Other details: [582,297,910,424]
dic-code-top: 07-DSPL [1431,165,1473,176]
safety-head-3: ସର୍ବଦା ମନେ ରଖନ୍ତୁ [612,689,880,727]
rws-works-table: Sl. No. Description of Work No. of Tube Wells to be Sunk Estimated Cost (Approx.) (Rs. in Lakhs) Cost of Tender Paper (In Rs.) EMD to be furnished (In Rs.) Class of Contractor Time of Completion 1 2 3 4 5 6 7 8 Sinking of 125mmx100mm dia tube wells through DTH or combination drilling rigs in hard rock, consolidated and unconsolidated rock areas with PVC / GI casing pipes including supply of rigs with accessories, fuel, lubricant, labour, T&P etc. in the following block of Ganjam District. (i) Aska Block 25 Nos 9.58 Rs. 4000/- + 5% VAT 1% of Estimated Cost 'D' & 'C' Class 30 days (ii) Dharakote Block 25 Nos 9.58 Rs. 4000/- + 5% VAT 1% of Estimated Cost 'D' & 'C' Class 30 days (iii) Bhanjanagar Block 25 Nos 9.58 Rs. 4000/- + 5% VAT 1% of Estimated Cost 'D' & 'C' Class 30 days (iv) Belluguntha Block. 25 Nos 9.58 Rs. 4000/- + 5% VAT 1% of Estimated Cost 'D' & 'C' Class 30 days (v) J.N.Prasad Block. 25 Nos 9.58 Rs. 4000/- + 5% VAT 1% of Estimated Cost 'D' & 'C' Class 30 days (vi) Surada Block. 25 Nos 9.58 Rs. 4000/- + 5% VAT 1% of Estimated Cost 'D' & 'C' Class 30 days (vii) Polasara Block. 25 Nos 9.58 Rs. 4000/- + 5% VAT 1% of Estimated Cost 'D' & 'C' Class 30 days (viii) Beguniapada Block 25 Nos 9.58 Rs. 4000/- + 5% VAT 1% of Estimated Cost 'D' & 'C' Class 30 days (ix) Buguda Block 25 Nos 9.58 Rs. 4000/- + 5% VAT 1% of Estimated Cost 'D' & 'C' Class 30 days (x) K.S.Nagar Block 25 Nos 9.58 Rs. 4000/- + 5% VAT 1% of Estimated Cost 'D' & 'C' Class 30 days (xi) Purushottampur Block 25 Nos 9.58 Rs. 4000/- + 5% VAT 1% of Estimated Cost 'D' & 'C' Class 30 days [931,1007,1473,1302]
dowr-dept: DEPARTMENT OF WATER RESOURCES [628,152,864,194]
